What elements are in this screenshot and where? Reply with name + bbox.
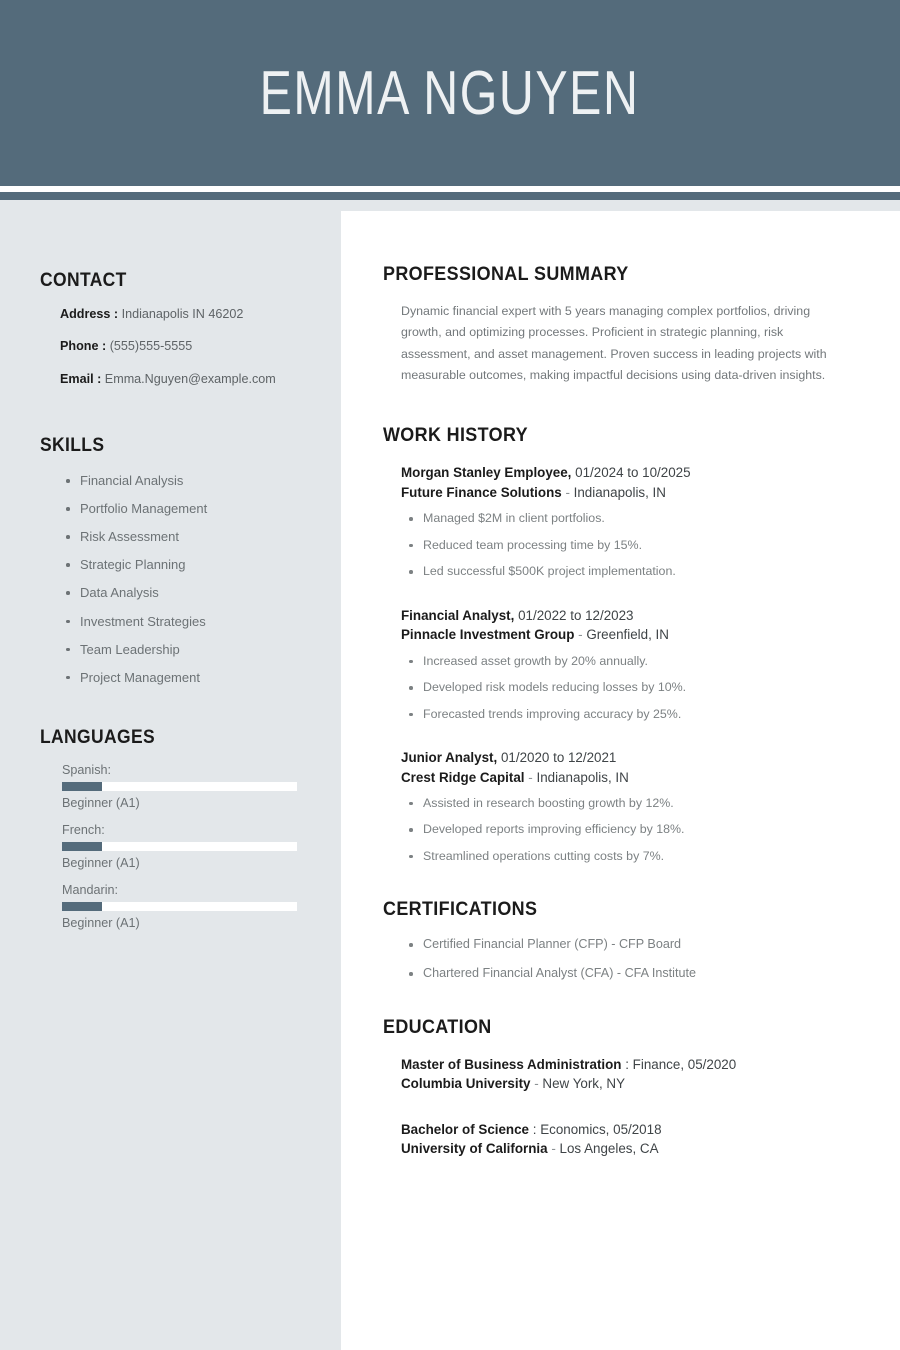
skill-item: Project Management: [66, 670, 310, 686]
language-item: [62, 823, 310, 870]
job-company-line: [401, 483, 861, 502]
language-level: Beginner (A1): [62, 796, 140, 811]
job-bullet: Led successful $500K project implementation.: [409, 564, 861, 580]
section-professional-summary: [383, 263, 861, 386]
contact-email-label: Email :: [60, 371, 102, 386]
content-inner: [383, 263, 861, 1159]
sidebar-column: [0, 200, 341, 1350]
job-bullet: Developed risk models reducing losses by 10%.: [409, 680, 861, 696]
language-item: [62, 763, 310, 810]
language-proficiency-bar: [62, 842, 297, 851]
job-dates: 01/2020 to 12/2021: [500, 750, 617, 766]
skill-item: Financial Analysis: [66, 473, 310, 489]
job-bullet: Reduced team processing time by 15%.: [409, 538, 861, 554]
candidate-name: EMMA NGUYEN: [260, 58, 640, 128]
job-dates: 01/2024 to 10/2025: [575, 465, 691, 481]
skills-heading: SKILLS: [40, 435, 105, 457]
language-name: French:: [62, 823, 105, 838]
education-school-line: [401, 1139, 861, 1158]
contact-list: [40, 306, 310, 387]
summary-heading: PROFESSIONAL SUMMARY: [383, 263, 629, 285]
job-bullet: Managed $2M in client portfolios.: [409, 511, 861, 527]
skill-item: Risk Assessment: [66, 529, 310, 545]
resume-body: [0, 200, 900, 1350]
job-location: Indianapolis, IN: [573, 484, 666, 500]
contact-phone: [40, 338, 310, 354]
education-field: : Economics, 05/2018: [532, 1121, 662, 1137]
language-level: Beginner (A1): [62, 916, 140, 931]
work-history-heading: WORK HISTORY: [383, 424, 528, 447]
skill-item: Portfolio Management: [66, 501, 310, 517]
job-role-line: [401, 606, 861, 625]
job-role-line: [401, 463, 861, 482]
section-work-history: [383, 424, 861, 864]
skills-list: [40, 473, 310, 685]
language-name: Mandarin:: [62, 883, 119, 898]
job-bullet-list: [401, 796, 861, 865]
education-school: University of California: [401, 1141, 548, 1157]
education-degree-line: [401, 1055, 861, 1074]
job-bullet: Forecasted trends improving accuracy by 25%.: [409, 707, 861, 723]
contact-address-label: Address :: [60, 307, 119, 321]
summary-text: Dynamic financial expert with 5 years managing complex portfolios, driving growth, and optimizing processes. Proficient in strategic planning, risk assessment, and asset management. Proven success in leading projects with measurable outcomes, making impactful decisions using data-driven insights.: [401, 304, 827, 382]
job-company: Pinnacle Investment Group: [401, 627, 575, 643]
skill-item: Team Leadership: [66, 642, 310, 658]
job-bullet-list: [401, 654, 861, 723]
education-degree: Master of Business Administration: [401, 1056, 622, 1072]
job-bullet: Assisted in research boosting growth by 12%.: [409, 796, 861, 812]
contact-phone-value: (555)555-5555: [109, 339, 193, 354]
education-degree-line: [401, 1120, 861, 1139]
job-role: Financial Analyst,: [401, 607, 515, 623]
certification-item: Chartered Financial Analyst (CFA) - CFA Institute: [409, 966, 861, 982]
section-contact: [40, 270, 310, 387]
language-name: Spanish:: [62, 763, 112, 778]
skill-item: Data Analysis: [66, 585, 310, 601]
language-proficiency-bar: [62, 902, 297, 911]
contact-phone-label: Phone :: [60, 339, 107, 354]
skill-item: Investment Strategies: [66, 614, 310, 630]
education-field: : Finance, 05/2020: [625, 1056, 737, 1072]
certifications-heading: CERTIFICATIONS: [383, 898, 538, 921]
section-education: [383, 1016, 861, 1159]
education-school: Columbia University: [401, 1076, 531, 1092]
contact-email-value: Emma.Nguyen@example.com: [104, 371, 276, 386]
job-role: Morgan Stanley Employee,: [401, 465, 572, 481]
language-proficiency-fill: [62, 782, 102, 791]
job-role-line: [401, 748, 861, 767]
education-location: New York, NY: [542, 1076, 626, 1092]
job-role: Junior Analyst,: [401, 750, 498, 766]
language-proficiency-fill: [62, 842, 102, 851]
work-history-entry: [401, 463, 861, 579]
job-company: Crest Ridge Capital: [401, 769, 525, 785]
section-certifications: [383, 898, 861, 981]
section-languages: [40, 727, 310, 930]
education-entry: [401, 1055, 861, 1094]
job-bullet: Streamlined operations cutting costs by 7%.: [409, 849, 861, 865]
job-bullet: Developed reports improving efficiency by 18%.: [409, 822, 861, 838]
language-item: [62, 883, 310, 930]
job-dates: 01/2022 to 12/2023: [518, 607, 634, 623]
education-separator: -: [534, 1076, 539, 1092]
contact-address: [40, 306, 310, 322]
certifications-list: [383, 937, 861, 981]
job-company-line: [401, 768, 861, 787]
education-location: Los Angeles, CA: [559, 1141, 659, 1157]
education-degree: Bachelor of Science: [401, 1121, 530, 1137]
languages-list: [40, 763, 310, 930]
education-separator: -: [551, 1141, 556, 1157]
education-heading: EDUCATION: [383, 1015, 492, 1038]
education-entry: [401, 1120, 861, 1159]
work-history-entry: [401, 748, 861, 864]
job-separator: -: [565, 484, 570, 500]
language-proficiency-bar: [62, 782, 297, 791]
job-bullet-list: [401, 511, 861, 580]
work-history-entry: [401, 606, 861, 722]
job-separator: -: [578, 627, 583, 643]
certification-item: Certified Financial Planner (CFP) - CFP Board: [409, 937, 861, 953]
languages-heading: LANGUAGES: [40, 727, 155, 749]
job-location: Indianapolis, IN: [536, 769, 629, 785]
education-school-line: [401, 1074, 861, 1093]
language-proficiency-fill: [62, 902, 102, 911]
job-separator: -: [528, 769, 533, 785]
job-location: Greenfield, IN: [586, 627, 669, 643]
job-company-line: [401, 625, 861, 644]
content-top-band: [341, 200, 900, 211]
job-company: Future Finance Solutions: [401, 484, 562, 500]
section-skills: [40, 435, 310, 685]
header-accent-stripe: [0, 192, 900, 200]
resume-header: [0, 0, 900, 186]
language-level: Beginner (A1): [62, 856, 140, 871]
contact-email: [40, 371, 310, 387]
skill-item: Strategic Planning: [66, 557, 310, 573]
contact-address-value: Indianapolis IN 46202: [121, 307, 244, 321]
contact-heading: CONTACT: [40, 270, 127, 291]
job-bullet: Increased asset growth by 20% annually.: [409, 654, 861, 670]
